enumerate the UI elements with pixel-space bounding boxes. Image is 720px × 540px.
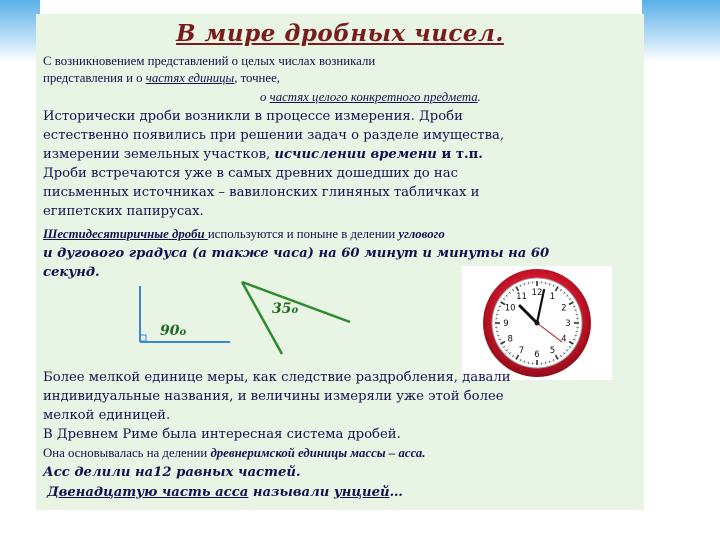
degree-sign: о	[291, 305, 299, 316]
para2-line5: письменных источниках – вавилонских глиняных табличках и	[43, 185, 480, 200]
svg-text:6: 6	[534, 350, 540, 360]
para1-line2	[43, 71, 280, 86]
svg-text:9: 9	[503, 319, 509, 329]
para3-line1	[43, 227, 445, 242]
para4-line1: Более мелкой единице меры, как следствие раздробления, давали	[43, 370, 511, 385]
text-fragment: Шестидесятиричные дроби	[43, 227, 208, 241]
para2-line1: Исторически дроби возникли в процессе измерения. Дроби	[43, 109, 463, 124]
para1-line3	[260, 90, 481, 105]
top-right-decoration	[642, 0, 720, 62]
para2-line3	[43, 147, 483, 162]
svg-text:12: 12	[531, 288, 543, 298]
text-fragment: Двенадцатую часть асса	[47, 485, 249, 500]
angle-value: 90	[160, 323, 180, 339]
svg-text:1: 1	[549, 292, 556, 303]
para2-line6: египетских папирусах.	[43, 204, 204, 219]
svg-text:8: 8	[507, 334, 513, 345]
svg-text:7: 7	[518, 345, 525, 356]
angles-diagram	[36, 276, 396, 366]
para2-line4: Дроби встречаются уже в самых древних дошедших до нас	[43, 166, 458, 181]
para3-line3: секунд.	[43, 265, 100, 280]
text-fragment: , точнее,	[234, 71, 280, 85]
right-angle-label	[160, 323, 186, 339]
text-fragment: .	[477, 90, 481, 104]
text-fragment: представления и о	[43, 71, 146, 85]
para4-line7	[47, 485, 403, 500]
text-fragment: измерении земельных участков,	[43, 147, 275, 162]
angle-value: 35	[272, 301, 292, 317]
para3-line2: и дугового градуса (а также часа) на 60 минут и минуты на 60	[43, 246, 550, 261]
text-fragment: используются и поныне в делении	[207, 227, 399, 241]
para4-line4: В Древнем Риме была интересная система дробей.	[43, 427, 401, 442]
para2-line2: естественно появились при решении задач о разделе имущества,	[43, 128, 505, 143]
svg-text:4: 4	[561, 334, 567, 345]
text-fragment: унцией	[333, 485, 390, 500]
text-fragment: древнеримской единицы массы – асса.	[210, 446, 426, 460]
acute-angle-lower-side	[242, 282, 282, 354]
text-fragment: Она основывалась на делении	[43, 446, 211, 460]
wall-clock-icon	[462, 266, 612, 380]
acute-angle-label	[272, 301, 298, 317]
svg-text:3: 3	[565, 319, 571, 329]
para4-line6: Асс делили на12 равных частей.	[43, 465, 301, 480]
svg-text:11: 11	[516, 292, 527, 303]
text-fragment: называли	[248, 485, 334, 500]
slide-title: В мире дробных чисел.	[176, 20, 504, 47]
degree-sign: о	[179, 327, 187, 338]
para4-line3: мелкой единицей.	[43, 408, 171, 423]
text-fragment: углового	[398, 227, 445, 241]
svg-text:2: 2	[561, 303, 567, 314]
text-fragment: и т.п.	[436, 147, 483, 162]
text-fragment: …	[389, 485, 403, 500]
text-fragment: частях целого конкретного предмета	[269, 90, 478, 104]
text-fragment: исчислении времени	[274, 147, 437, 162]
text-fragment: частях единицы	[145, 71, 235, 85]
slide	[36, 14, 644, 510]
svg-text:10: 10	[504, 303, 516, 314]
para4-line5	[43, 446, 426, 461]
top-left-decoration	[0, 0, 40, 62]
clock-picture	[462, 266, 612, 380]
text-fragment: о	[260, 90, 270, 104]
para4-line2: индивидуальные названия, и величины измеряли уже этой более	[43, 389, 504, 404]
para1-line1: С возникновением представлений о целых числах возникали	[43, 54, 376, 68]
svg-text:5: 5	[549, 345, 556, 356]
